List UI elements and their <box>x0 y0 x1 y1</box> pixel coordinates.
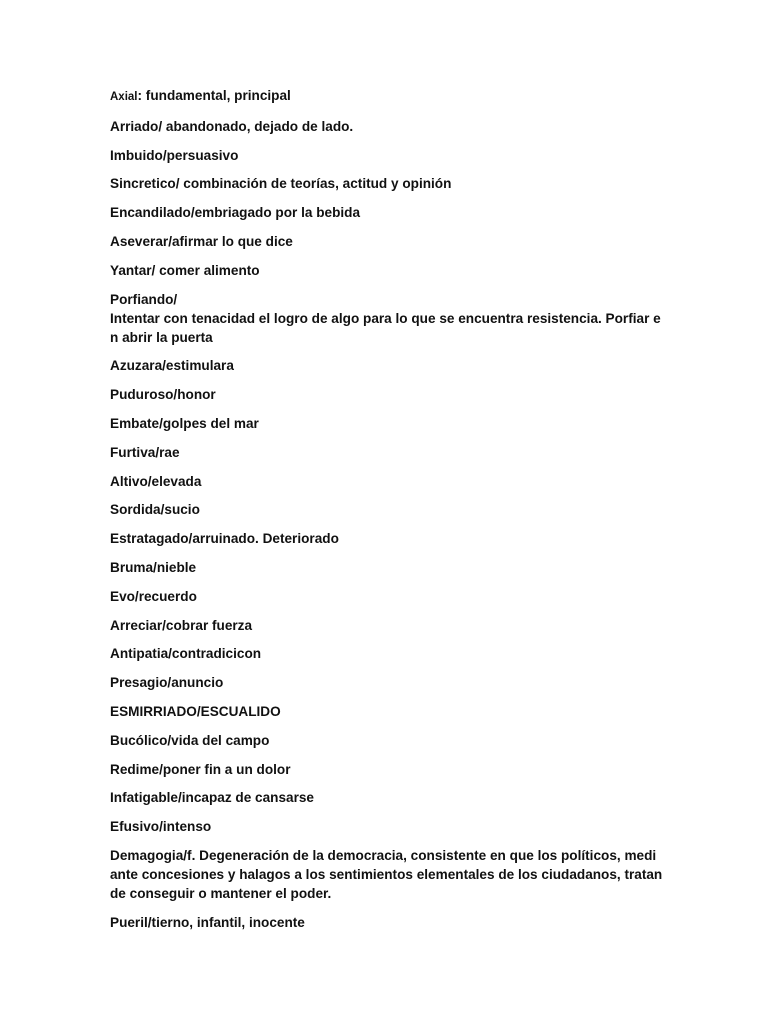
glossary-entry-azuzara: Azuzara/estimulara <box>110 358 234 374</box>
glossary-entry-furtiva: Furtiva/rae <box>110 444 180 460</box>
glossary-entry-evo: Evo/recuerdo <box>110 588 197 604</box>
glossary-entry-puduroso: Puduroso/honor <box>110 387 216 403</box>
glossary-entry-arreciar: Arreciar/cobrar fuerza <box>110 617 253 633</box>
entry-line: n abrir la puerta <box>110 329 213 345</box>
glossary-entry-axial <box>110 86 670 107</box>
glossary-entry-redime: Redime/poner fin a un dolor <box>110 761 291 777</box>
glossary-entry-demagogia <box>110 846 670 903</box>
glossary-entry-yantar: Yantar/ comer alimento <box>110 262 260 278</box>
glossary-entry-imbuido: Imbuido/persuasivo <box>110 147 239 163</box>
glossary-entry-pueril: Pueril/tierno, infantil, inocente <box>110 914 305 930</box>
glossary-entry-bruma: Bruma/nieble <box>110 559 197 575</box>
glossary-entry-porfiando <box>110 290 670 347</box>
glossary-entry-aseverar: Aseverar/afirmar lo que dice <box>110 233 293 249</box>
entry-definition-axial: : fundamental, principal <box>137 88 291 103</box>
glossary-entry-bucolico: Bucólico/vida del campo <box>110 732 270 748</box>
entry-line: de conseguir o mantener el poder. <box>110 885 332 901</box>
glossary-entry-infatigable: Infatigable/incapaz de cansarse <box>110 790 314 806</box>
glossary-entry-arriado: Arriado/ abandonado, dejado de lado. <box>110 118 354 134</box>
entry-line: Porfiando/ <box>110 291 178 307</box>
glossary-entry-estratagado: Estratagado/arruinado. Deteriorado <box>110 531 339 547</box>
glossary-entry-altivo: Altivo/elevada <box>110 473 202 489</box>
entry-term-axial: Axial <box>110 91 138 103</box>
glossary-entry-presagio: Presagio/anuncio <box>110 675 224 691</box>
glossary-entry-sordida: Sordida/sucio <box>110 502 200 518</box>
glossary-list <box>110 86 670 942</box>
entry-line: Intentar con tenacidad el logro de algo para lo que se encuentra resistencia. Porfiar e <box>110 310 661 326</box>
glossary-entry-efusivo: Efusivo/intenso <box>110 819 212 835</box>
glossary-entry-encandilado: Encandilado/embriagado por la bebida <box>110 205 361 221</box>
entry-line: Demagogia/f. Degeneración de la democracia, consistente en que los políticos, medi <box>110 847 657 863</box>
entry-line: ante concesiones y halagos a los sentimientos elementales de los ciudadanos, tratan <box>110 866 663 882</box>
glossary-entry-esmirriado: ESMIRRIADO/ESCUALIDO <box>110 703 281 719</box>
glossary-entry-sincretico: Sincretico/ combinación de teorías, actitud y opinión <box>110 176 452 192</box>
glossary-entry-antipatia: Antipatia/contradicicon <box>110 646 262 662</box>
glossary-entry-embate: Embate/golpes del mar <box>110 415 259 431</box>
